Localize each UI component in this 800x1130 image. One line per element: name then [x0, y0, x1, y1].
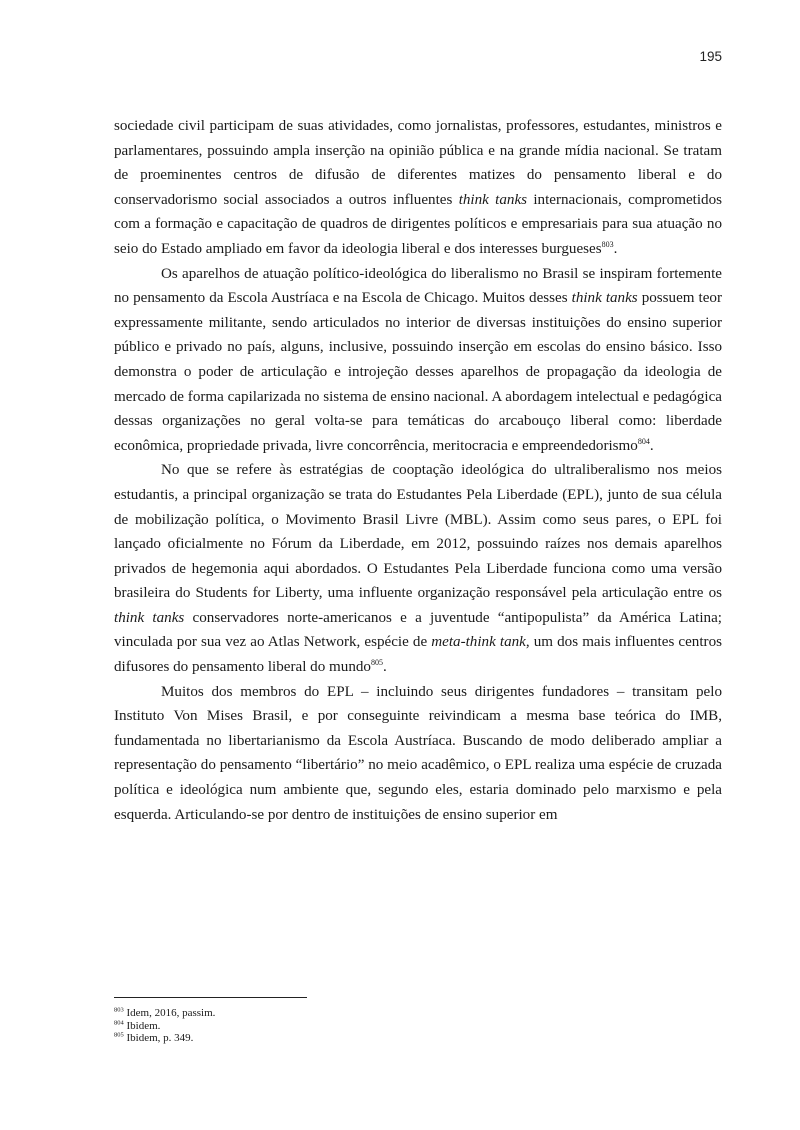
text-run: conservadores norte-americanos e a juventude “antipopulista” da América Latina; vinculada por sua vez ao Atlas Network, espécie de: [114, 609, 722, 651]
page-number: 195: [699, 49, 722, 64]
italic-term: meta-think tank: [431, 634, 526, 651]
text-run: .: [649, 437, 654, 454]
footnote: [114, 1007, 215, 1020]
footnote: [114, 1032, 215, 1045]
text-run: , um dos mais influentes centros difusores do pensamento liberal do mundo: [114, 634, 722, 676]
italic-term: think tanks: [571, 290, 638, 307]
italic-term: think tanks: [458, 191, 528, 208]
text-run: .: [613, 240, 618, 257]
italic-term: think tanks: [114, 609, 185, 626]
paragraph: [114, 458, 722, 679]
text-run: .: [382, 659, 387, 676]
text-run: Muitos dos membros do EPL – incluindo seus dirigentes fundadores – transitam pelo Instituto Von Mises Brasil, e por conseguinte reivindicam a mesma base teórica do IMB, fundamentada no libertarianismo da Escola Austríaca. Buscando de modo deliberado ampliar a representação do pensamento “libertário” no meio acadêmico, o EPL realiza uma espécie de cruzada política e ideológica num ambiente que, segundo eles, estaria dominado pelo marxismo e pela esquerda. Articulando-se por dentro de instituições de ensino superior em: [114, 683, 722, 823]
paragraph: [114, 680, 722, 828]
footnote-ref: 804: [637, 436, 650, 446]
paragraph: [114, 262, 722, 459]
footnote-text: Ibidem, p. 349.: [123, 1032, 194, 1044]
footnote-ref: 803: [601, 239, 614, 249]
footnote-number: 805: [114, 1031, 124, 1039]
footnote-number: 804: [114, 1018, 124, 1026]
footnote-number: 803: [114, 1006, 124, 1014]
text-run: possuem teor expressamente militante, sendo articulados no interior de diversas instituições do ensino superior público e privado no país, alguns, inclusive, possuindo inserção em escolas do ensino básico. Isso demonstra o poder de articulação e introjeção desses aparelhos de propagação da ideologia de mercado de forma capilarizada no sistema de ensino nacional. A abordagem intelectual e pedagógica dessas organizações no geral volta-se para temáticas do arcabouço liberal como: liberdade econômica, propriedade privada, livre concorrência, meritocracia e empreendedorismo: [114, 290, 722, 454]
paragraph: [114, 114, 722, 262]
text-run: Os aparelhos de atuação político-ideológica do liberalismo no Brasil se inspiram fortemente no pensamento da Escola Austríaca e na Escola de Chicago. Muitos desses: [114, 265, 722, 307]
footnote-text: Ibidem.: [123, 1019, 161, 1032]
text-run: sociedade civil participam de suas atividades, como jornalistas, professores, estudantes, ministros e parlamentares, possuindo ampla inserção na opinião pública e na grande mídia nacional. Se tratam de proeminentes centros de difusão de diferentes matizes do pensamento liberal e do conservadorismo social associados a outros influentes: [114, 118, 722, 208]
footnote-text: Idem, 2016, passim.: [123, 1007, 216, 1019]
footnote-divider: [114, 997, 307, 998]
text-run: internacionais, comprometidos com a formação e capacitação de quadros de dirigentes políticos e empresariais para sua atuação no seio do Estado ampliado em favor da ideologia liberal e dos interesses burgueses: [114, 191, 722, 257]
body-text: [114, 114, 722, 827]
footnote: [114, 1020, 215, 1033]
text-run: No que se refere às estratégias de cooptação ideológica do ultraliberalismo nos meios estudantis, a principal organização se trata do Estudantes Pela Liberdade (EPL), junto de sua célula de mobilização política, o Movimento Brasil Livre (MBL). Assim como seus pares, o EPL foi lançado oficialmente no Fórum da Liberdade, em 2012, possuindo raízes nos demais aparelhos privados de hegemonia aqui abordados. O Estudantes Pela Liberdade funciona como uma versão brasileira do Students for Liberty, uma influente organização responsável pela articulação entre os: [114, 462, 722, 602]
footnotes: [114, 1007, 215, 1045]
footnote-ref: 805: [370, 658, 383, 668]
